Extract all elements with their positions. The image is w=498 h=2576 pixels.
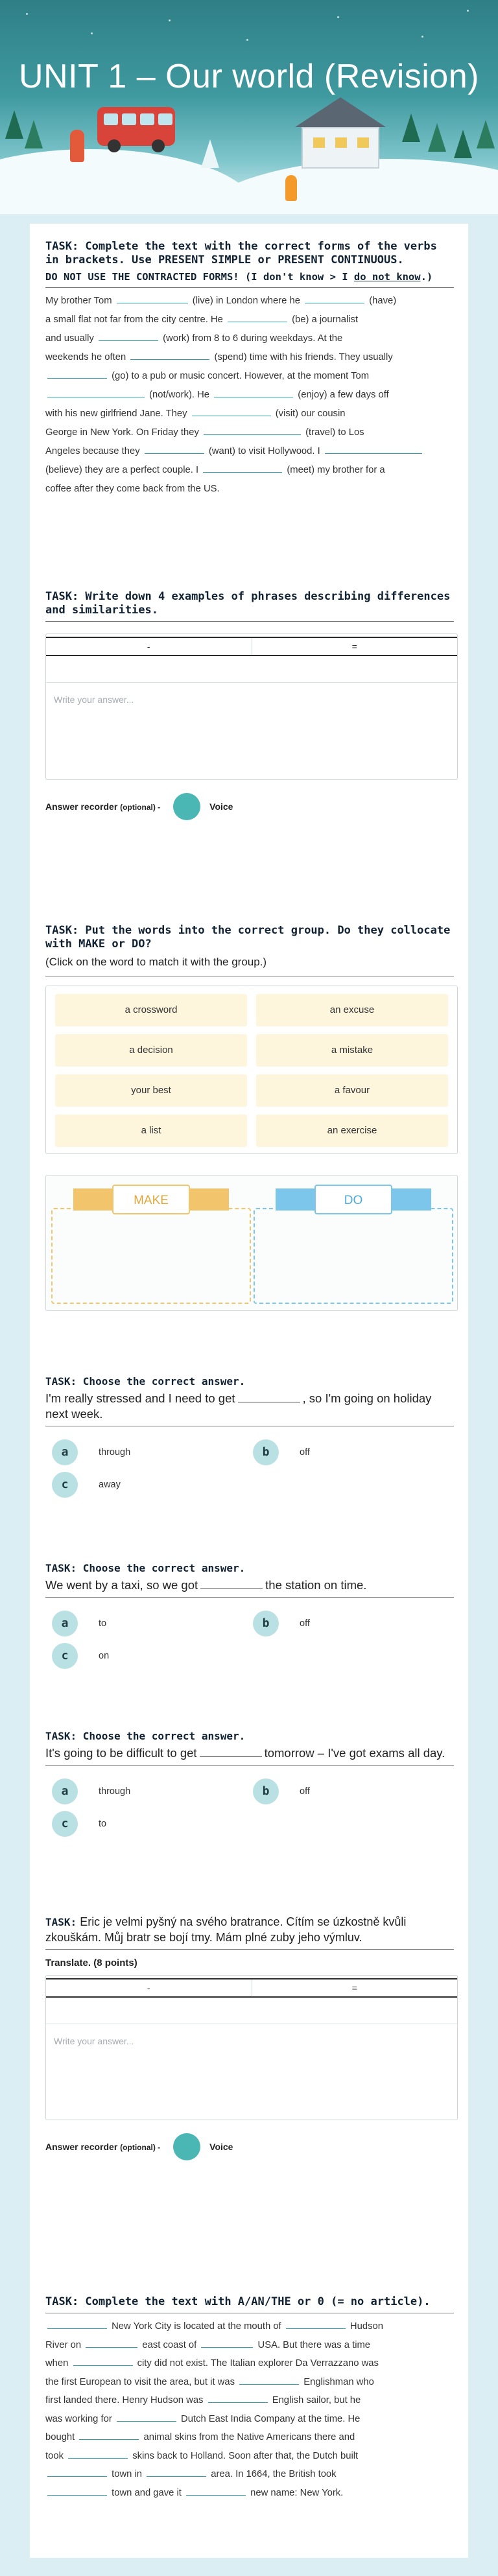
option-b[interactable]: b off bbox=[253, 1439, 310, 1465]
tree-decoration bbox=[201, 139, 219, 168]
answer-blank[interactable] bbox=[47, 2466, 107, 2477]
make-ribbon bbox=[73, 1185, 229, 1214]
task-heading: TASK: Eric je velmi pyšný na svého bratrance. Cítím se úzkostně kvůli zkouškám. Můj bratr se bojí tmy. Mám plné zuby jeho výmluv. bbox=[45, 1915, 407, 1944]
gap-fill-text: My brother Tom (live) in London where he (have) a small flat not far from the city centre. He (be) a journalist and usually (work) from 8 to 6 during weekdays. At the weekends he often (spend) time with his friends. They usually (go) to a pub or music concert. However, at the moment Tom (not/work). He (enjoy) a few days off with his new girlfriend Jane. They (visit) our cousin George in New York. On Friday they (travel) to Los Angeles because they (want) to visit Hollywood. I (believe) they are a perfect couple. I (meet) my brother for a coffee after they come back from the US. bbox=[45, 292, 454, 499]
answer-blank[interactable] bbox=[147, 2466, 206, 2477]
snow-decoration bbox=[91, 32, 93, 34]
task-heading: TASK: Choose the correct answer. bbox=[45, 1375, 246, 1388]
tree-decoration bbox=[428, 123, 446, 152]
answer-blank[interactable] bbox=[79, 2429, 139, 2440]
word-bank bbox=[45, 986, 458, 1154]
tree-decoration bbox=[477, 120, 495, 148]
answer-options bbox=[45, 1439, 454, 1498]
answer-blank[interactable] bbox=[47, 2485, 107, 2496]
group-make[interactable] bbox=[51, 1185, 251, 1304]
answer-blank[interactable] bbox=[130, 349, 209, 360]
group-label-make: MAKE bbox=[112, 1185, 190, 1214]
table-header bbox=[46, 1978, 457, 1998]
answer-options bbox=[45, 1611, 454, 1669]
task-heading: TASK: Complete the text with the correct forms of the verbs in brackets. Use PRESENT SIMPLE or PRESENT CONTINUOUS. bbox=[45, 240, 437, 266]
divider bbox=[45, 1949, 454, 1950]
question-text: I'm really stressed and I need to get , so I'm going on holiday next week. bbox=[45, 1391, 432, 1421]
option-a[interactable]: a to bbox=[52, 1611, 106, 1637]
divider bbox=[45, 621, 454, 622]
record-button[interactable] bbox=[173, 2133, 200, 2160]
word-chip[interactable]: a decision bbox=[55, 1034, 247, 1067]
bus-illustration bbox=[97, 107, 175, 146]
answer-blank[interactable] bbox=[47, 387, 145, 397]
tree-decoration bbox=[25, 120, 43, 148]
answer-blank[interactable] bbox=[192, 406, 271, 416]
answer-blank[interactable] bbox=[117, 2411, 176, 2422]
task-heading: TASK: Write down 4 examples of phrases describing differences and similarities. bbox=[45, 590, 451, 617]
translate-label: Translate. (8 points) bbox=[45, 1957, 137, 1968]
task-heading: TASK: Complete the text with A/AN/THE or 0 (= no article). bbox=[45, 2295, 431, 2308]
option-a[interactable]: a through bbox=[52, 1778, 130, 1804]
answer-blank[interactable] bbox=[99, 331, 158, 341]
recorder-label: Answer recorder (optional) - bbox=[45, 801, 161, 812]
question-gap bbox=[238, 1392, 300, 1402]
gap-fill-text: New York City is located at the mouth of Hudson River on east coast of USA. But there was a time when city did not exist. The Italian explorer Da Verrazzano was the first European to visit the area, but it was Englishman who first landed there. Henry Hudson was English sailor, but he was working for Dutch East India Company at the time. He bought animal skins from the Native Americans there and took skins back to Holland. Soon after that, the Dutch built town in area. In 1664, the British took town and gave it new name: New York. bbox=[45, 2317, 454, 2502]
option-b[interactable]: b off bbox=[253, 1778, 310, 1804]
answer-blank[interactable] bbox=[201, 2337, 253, 2348]
section-differences bbox=[30, 590, 468, 820]
answer-recorder bbox=[45, 793, 454, 820]
voice-label: Voice bbox=[209, 801, 233, 812]
fox-illustration bbox=[285, 175, 297, 201]
answer-blank[interactable] bbox=[286, 2319, 346, 2329]
tree-decoration bbox=[5, 110, 23, 139]
option-b[interactable]: b off bbox=[253, 1611, 310, 1637]
answer-blank[interactable] bbox=[325, 443, 422, 454]
divider bbox=[45, 1765, 454, 1766]
answer-textarea[interactable]: Write your answer... bbox=[46, 2024, 457, 2120]
question-text: It's going to be difficult to get tomorrow – I've got exams all day. bbox=[45, 1746, 445, 1760]
recorder-label: Answer recorder (optional) - bbox=[45, 2142, 161, 2152]
answer-table bbox=[45, 1975, 458, 2120]
snow-decoration bbox=[421, 36, 423, 38]
option-a[interactable]: a through bbox=[52, 1439, 130, 1465]
column-header-differences: - bbox=[147, 641, 150, 652]
snow-decoration bbox=[169, 19, 171, 21]
voice-label: Voice bbox=[209, 2142, 233, 2152]
do-drop-zone[interactable] bbox=[254, 1208, 453, 1304]
answer-table bbox=[45, 633, 458, 780]
answer-blank[interactable] bbox=[305, 293, 364, 303]
answer-blank[interactable] bbox=[208, 2393, 268, 2403]
answer-blank[interactable] bbox=[239, 2374, 299, 2385]
task-note: DO NOT USE THE CONTRACTED FORMS! (I don't know > I do not know.) bbox=[45, 271, 433, 283]
answer-blank[interactable] bbox=[68, 2448, 128, 2459]
option-c[interactable]: c away bbox=[52, 1472, 121, 1498]
option-c[interactable]: c on bbox=[52, 1643, 109, 1669]
do-ribbon bbox=[276, 1185, 431, 1214]
section-choice-3 bbox=[30, 1729, 468, 1837]
word-chip[interactable]: a list bbox=[55, 1115, 247, 1147]
task-heading: TASK: Put the words into the correct group. Do they collocate with MAKE or DO? bbox=[45, 924, 451, 951]
answer-options bbox=[45, 1778, 454, 1837]
column-header-2: = bbox=[252, 1979, 458, 1996]
snow-decoration bbox=[246, 39, 248, 41]
snow-decoration bbox=[26, 13, 28, 15]
question-text: We went by a taxi, so we got the station on time. bbox=[45, 1578, 367, 1592]
answer-blank[interactable] bbox=[204, 425, 301, 435]
word-chip[interactable]: a crossword bbox=[55, 994, 247, 1026]
page-title: UNIT 1 – Our world (Revision) bbox=[19, 58, 479, 95]
column-header-1: - bbox=[147, 1983, 150, 1993]
house-illustration bbox=[302, 97, 379, 169]
answer-blank[interactable] bbox=[117, 293, 188, 303]
word-chip[interactable]: a mistake bbox=[256, 1034, 448, 1067]
section-verb-forms bbox=[30, 240, 468, 499]
answer-blank[interactable] bbox=[86, 2337, 137, 2348]
answer-blank[interactable] bbox=[145, 443, 204, 454]
answer-textarea[interactable]: Write your answer... bbox=[46, 682, 457, 779]
answer-blank[interactable] bbox=[203, 462, 282, 473]
answer-recorder bbox=[45, 2133, 454, 2160]
word-chip[interactable]: a favour bbox=[256, 1074, 448, 1107]
answer-blank[interactable] bbox=[47, 368, 107, 379]
answer-blank[interactable] bbox=[186, 2485, 246, 2496]
task-heading: TASK: Choose the correct answer. bbox=[45, 1730, 246, 1742]
word-chip[interactable]: your best bbox=[55, 1074, 247, 1107]
question-gap bbox=[200, 1747, 262, 1757]
section-translate bbox=[30, 1914, 468, 2160]
make-drop-zone[interactable] bbox=[51, 1208, 251, 1304]
divider bbox=[45, 1597, 454, 1598]
section-choice-1 bbox=[30, 1375, 468, 1498]
tree-decoration bbox=[454, 130, 472, 158]
answer-blank[interactable] bbox=[73, 2356, 133, 2366]
word-chip[interactable]: an exercise bbox=[256, 1115, 448, 1147]
answer-blank[interactable] bbox=[47, 2319, 107, 2329]
tree-decoration bbox=[402, 113, 420, 142]
task-instruction: (Click on the word to match it with the group.) bbox=[45, 956, 267, 968]
section-make-do bbox=[30, 924, 468, 1311]
word-chip[interactable]: an excuse bbox=[256, 994, 448, 1026]
group-label-do: DO bbox=[314, 1185, 392, 1214]
snow-decoration bbox=[337, 16, 339, 18]
question-gap bbox=[200, 1579, 263, 1589]
option-c[interactable]: c to bbox=[52, 1811, 106, 1837]
task-heading: TASK: Choose the correct answer. bbox=[45, 1562, 246, 1574]
group-do[interactable] bbox=[254, 1185, 453, 1304]
group-drop-area bbox=[45, 1175, 458, 1311]
column-header-similarities: = bbox=[252, 638, 458, 655]
record-button[interactable] bbox=[173, 793, 200, 820]
snow-decoration bbox=[467, 10, 469, 12]
section-choice-2 bbox=[30, 1561, 468, 1669]
person-illustration bbox=[70, 130, 84, 162]
divider bbox=[45, 287, 454, 288]
header-banner bbox=[0, 0, 498, 214]
section-articles bbox=[30, 2295, 468, 2502]
answer-blank[interactable] bbox=[214, 387, 293, 397]
answer-blank[interactable] bbox=[228, 312, 287, 322]
table-header bbox=[46, 637, 457, 656]
